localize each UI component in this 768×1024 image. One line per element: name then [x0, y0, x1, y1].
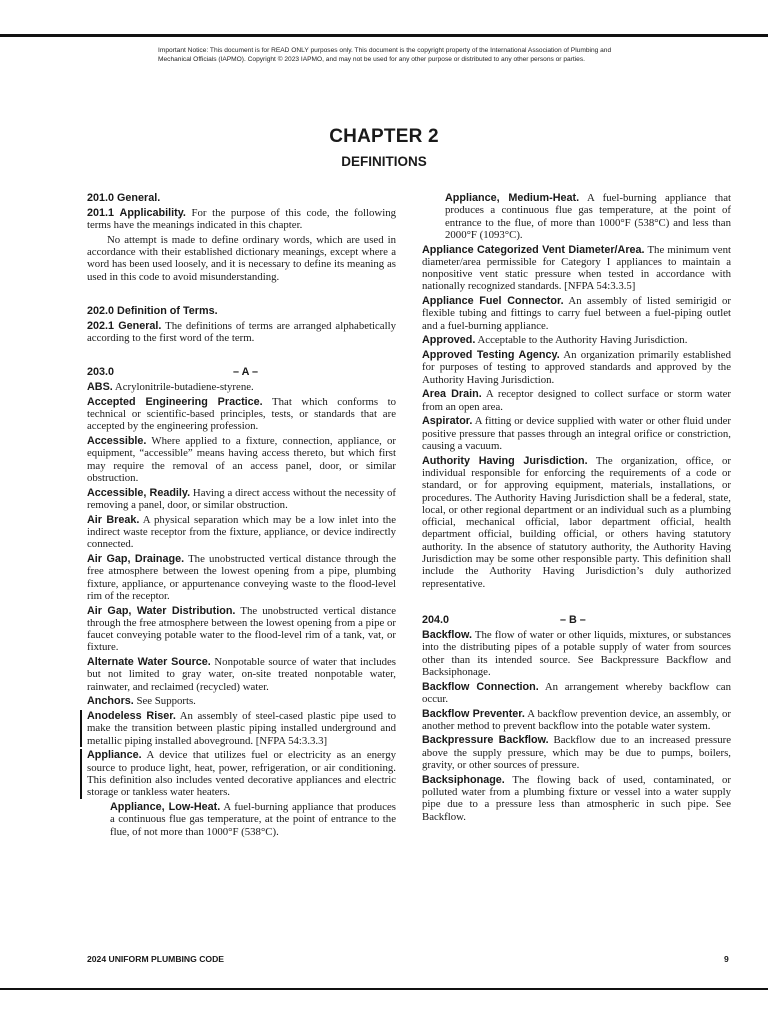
definition-backflow-preventer — [422, 708, 731, 733]
definition-text: Acrylonitrile-butadiene-styrene. — [112, 381, 254, 394]
definition-term: Authority Having Jurisdiction. — [422, 454, 588, 467]
definition-text: An organization primarily established for purposes of testing to approved standards and approved by the Authority Having Jurisdiction. — [422, 349, 731, 386]
definition-term: Backpressure Backflow. — [422, 734, 549, 747]
definition-text: Having a direct access without the necessity of removing a panel, door, or similar obstruction. — [87, 486, 396, 511]
chapter-title: CHAPTER 2 — [329, 126, 439, 147]
definition-text: A device that utilizes fuel or electricity as an energy source to produce light, heat, power, refrigeration, or air conditioning. This definition also includes vented decorative appliances and electric storage or tankless water heaters. — [87, 749, 396, 799]
definition-text: That which conforms to technical or scientific-based principles, tests, or standards that are accepted by the engineering profession. — [87, 395, 396, 433]
definition-accepted-engineering-practice — [87, 396, 396, 433]
chapter-subtitle: DEFINITIONS — [341, 154, 427, 169]
definition-anodeless-riser — [80, 710, 396, 747]
section-201-paragraph: No attempt is made to define ordinary words, which are used in accordance with their established dictionary meanings, except where a word has been used loosely, and it is necessary to define its meaning as used in this code to avoid misunderstanding. — [87, 233, 396, 283]
definition-abs — [87, 381, 396, 393]
definition-text: Nonpotable source of water that includes but not limited to gray water, on-site treated nonpotable water, rainwater, and reclaimed (recycled) water. — [87, 656, 397, 693]
definition-text: A fitting or device supplied with water or other fluid under positive pressure that passes through an integral orifice or constriction, causing a vacuum. — [422, 415, 731, 452]
left-column — [87, 192, 396, 840]
definition-term: Appliance. — [87, 749, 142, 762]
definition-anchors — [87, 695, 396, 707]
right-column — [422, 192, 731, 825]
section-202-1 — [87, 320, 396, 345]
definition-air-gap-water-distribution — [87, 605, 396, 654]
definition-text: Acceptable to the Authority Having Jurisdiction. — [475, 334, 688, 347]
definition-text: A backflow prevention device, an assembly, or another method to prevent backflow into the potable water system. — [422, 707, 731, 732]
definition-air-gap-drainage — [87, 553, 396, 602]
definition-authority-having-jurisdiction — [422, 455, 731, 590]
definition-accessible-readily — [87, 487, 396, 512]
section-202-heading: 202.0 Definition of Terms. — [87, 304, 218, 317]
definition-text: An assembly of listed semirigid or flexible tubing and fittings to carry fuel between a fuel-piping outlet and a fuel-burning appliance. — [422, 295, 732, 332]
definition-text: An arrangement whereby backflow can occur. — [422, 680, 731, 705]
section-201-1 — [87, 207, 396, 232]
footer-code-title: 2024 UNIFORM PLUMBING CODE — [87, 954, 225, 964]
definition-appliance-low-heat — [110, 801, 396, 838]
section-201-1-text: For the purpose of this code, the following terms have the meanings indicated in this chapter. — [87, 206, 396, 231]
definition-air-break — [87, 514, 396, 551]
footer-page-number: 9 — [724, 954, 729, 964]
definition-text: An assembly of steel-cased plastic pipe used to make the transition between plastic piping installed underground and metallic piping installed aboveground. [NFPA 54:3.3.3] — [87, 710, 396, 747]
definition-area-drain — [422, 388, 731, 413]
section-204-letter: – B – — [560, 613, 586, 626]
definition-text: See Supports. — [133, 695, 196, 708]
definition-term: Accessible. — [87, 435, 147, 448]
definition-term: Appliance, Medium-Heat. — [445, 192, 580, 204]
definition-backsiphonage — [422, 774, 731, 823]
definition-appliance — [80, 749, 396, 798]
definition-approved-testing-agency — [422, 349, 731, 386]
copyright-notice: Important Notice: This document is for READ ONLY purposes only. This document is the copyright property of the International Association of Plumbing and Mechanical Officials (IAPMO). Copyright © 2023 IAPMO, and may not be used for any other purpose or distributed to any other persons or parties. — [158, 47, 612, 63]
definition-term: Backsiphonage. — [422, 773, 505, 786]
definition-text: A fuel-burning appliance that produces a continuous flue gas temperature, at the point of entrance to the flue, of not more than 1000°F (538°C). — [110, 800, 396, 838]
definition-term: Accepted Engineering Practice. — [87, 395, 263, 408]
definition-text: The flow of water or other liquids, mixtures, or substances into the distributing pipes of a potable supply of water from sources other than its intended source. See Backpressure Backflow and Backsiphonage. — [422, 628, 731, 678]
definition-text: A physical separation which may be a low inlet into the indirect waste receptor from the fixture, appliance, or device indirectly connected. — [87, 513, 397, 551]
definition-backpressure-backflow — [422, 734, 731, 771]
definition-text: The flowing back of used, contaminated, or polluted water from a plumbing fixture or vessel into a water supply pipe due to a pressure less than atmospheric in such pipe. See Backflow. — [422, 773, 731, 823]
section-204-number: 204.0 — [422, 613, 450, 626]
definition-text: Backflow due to an increased pressure above the supply pressure, which may be due to pumps, boilers, gravity, or other sources of pressure. — [422, 734, 731, 772]
definition-text: A receptor designed to collect surface or storm water from an open area. — [422, 388, 732, 413]
definition-term: Appliance Categorized Vent Diameter/Area. — [422, 243, 645, 256]
definition-text: The unobstructed vertical distance through the free atmosphere between the lowest opening from a pipe or faucet conveying potable water to the flood-level rim of a tank, vat, or fixture. — [87, 604, 396, 654]
definition-text: A fuel-burning appliance that produces a continuous flue gas temperature, at the point of entrance to the flue, of more than 1000°F (538°C) and less than 2000°F (1093°C). — [445, 192, 731, 241]
definition-term: Backflow Connection. — [422, 680, 539, 693]
definition-term: Alternate Water Source. — [87, 656, 211, 669]
definition-appliance-fuel-connector — [422, 295, 731, 332]
definition-term: Backflow Preventer. — [422, 707, 525, 720]
definition-approved — [422, 334, 731, 346]
definition-term: Accessible, Readily. — [87, 486, 191, 499]
top-rule — [0, 34, 768, 37]
definition-aspirator — [422, 415, 731, 452]
definition-term: ABS. — [87, 381, 113, 394]
section-202-1-text: The definitions of terms are arranged alphabetically according to the first word of the term. — [87, 319, 396, 344]
section-203-letter: – A – — [233, 366, 259, 379]
section-201-heading: 201.0 General. — [87, 192, 161, 204]
definition-appliance-categorized-vent — [422, 244, 731, 293]
definition-text: The minimum vent diameter/area permissible for Category I appliances to maintain a nonpositive vent static pressure when tested in accordance with nationally recognized standards. [NFPA 54:3.3.5] — [422, 243, 731, 293]
definition-backflow-connection — [422, 681, 731, 706]
section-203-heading — [87, 366, 396, 379]
definition-term: Area Drain. — [422, 388, 482, 401]
definition-appliance-medium-heat — [445, 192, 731, 241]
definition-term: Anchors. — [87, 695, 134, 708]
definition-accessible — [87, 435, 396, 484]
definition-text: Where applied to a fixture, connection, appliance, or equipment, “accessible” means having access thereto, but which first may require the removal of an access panel, door, or similar obstruction. — [87, 435, 396, 484]
definition-term: Backflow. — [422, 628, 472, 641]
definition-term: Air Gap, Water Distribution. — [87, 604, 236, 617]
section-202-1-term: 202.1 General. — [87, 319, 162, 332]
definition-term: Approved. — [422, 334, 476, 347]
definition-term: Aspirator. — [422, 415, 473, 428]
definition-term: Appliance Fuel Connector. — [422, 295, 564, 308]
definition-term: Anodeless Riser. — [87, 710, 176, 723]
section-203-number: 203.0 — [87, 366, 115, 379]
definition-term: Appliance, Low-Heat. — [110, 800, 221, 813]
definition-backflow — [422, 629, 731, 678]
definition-text: The organization, office, or individual responsible for enforcing the requirements of a code or standard, or for approving equipment, materials, installations, or procedures. The Authority Having Jurisdiction shall be a federal, state, local, or other regional department or an individual such as a plumbing official, mechanical official, labor department official, health department official, building official, or others having statutory authority. In the absence of statutory authority, the Authority Having Jurisdiction may be some other responsible party. This definition shall include the Authority Having Jurisdiction’s duly authorized representative. — [422, 454, 732, 590]
section-201-1-term: 201.1 Applicability. — [87, 206, 186, 219]
definition-term: Air Break. — [87, 513, 140, 526]
definition-text: The unobstructed vertical distance through the free atmosphere between the lowest opening from a pipe, plumbing fixture, appliance, or appurtenance conveying waste to the flood-level rim of the receptor. — [87, 552, 396, 602]
definition-alternate-water-source — [87, 656, 396, 693]
section-204-heading — [422, 614, 731, 627]
definition-term: Approved Testing Agency. — [422, 349, 560, 362]
bottom-rule — [0, 988, 768, 990]
definition-term: Air Gap, Drainage. — [87, 552, 185, 565]
